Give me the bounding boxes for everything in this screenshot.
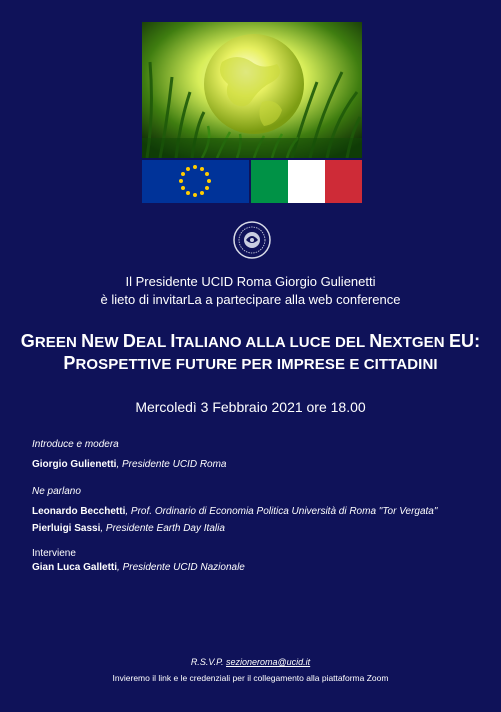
title-part: EXTGEN — [382, 334, 449, 351]
title-part: REEN — [34, 334, 82, 351]
title-initial: G — [20, 331, 35, 351]
intro-line-1: Il Presidente UCID Roma Giorgio Gulienetti — [125, 274, 376, 289]
speaker-entry — [32, 505, 437, 519]
invitation-intro — [0, 273, 501, 309]
speaker-name: Pierluigi Sassi — [32, 523, 101, 534]
guest-label: Interviene — [32, 548, 76, 559]
title-initial: D — [122, 331, 137, 351]
guest-entry — [32, 561, 245, 575]
rsvp-line — [0, 657, 501, 667]
hero-globe-image — [142, 22, 362, 158]
moderator-name: Giorgio Gulienetti — [32, 459, 117, 470]
title-initial: I — [170, 331, 176, 351]
moderator-label: Introduce e modera — [32, 439, 119, 450]
intro-line-2: è lieto di invitarLa a partecipare alla web conference — [100, 292, 401, 307]
rsvp-label: R.S.V.P. — [190, 657, 226, 667]
title-initial: N — [81, 331, 95, 351]
guest-name: Gian Luca Galletti — [32, 562, 118, 573]
title-part: TALIANO ALLA LUCE DEL — [175, 334, 370, 351]
title-initial: P — [63, 353, 76, 373]
speaker-role: , Presidente Earth Day Italia — [100, 523, 225, 534]
title-line-1 — [0, 331, 501, 353]
eu-flag-icon — [142, 160, 249, 203]
event-date: Mercoledì 3 Febbraio 2021 ore 18.00 — [135, 399, 366, 415]
title-initial: EU: — [448, 331, 481, 351]
italy-flag-icon — [251, 160, 362, 203]
guest-section — [32, 547, 245, 575]
rsvp-email-link[interactable]: sezioneroma@ucid.it — [226, 657, 311, 667]
zoom-note: Invieremo il link e le credenziali per il collegamento alla piattaforma Zoom — [112, 673, 389, 683]
title-part: ROSPETTIVE FUTURE PER IMPRESE E CITTADINI — [75, 356, 438, 373]
title-initial: N — [369, 331, 383, 351]
moderator-entry — [32, 458, 227, 472]
moderator-section — [32, 438, 227, 472]
speakers-section — [32, 485, 437, 536]
speaker-name: Leonardo Becchetti — [32, 506, 126, 517]
title-part: EW — [94, 334, 123, 351]
speaker-entry — [32, 522, 437, 536]
globe-grass-illustration — [142, 22, 362, 158]
flags-banner — [142, 160, 362, 203]
guest-role: , Presidente UCID Nazionale — [117, 562, 245, 573]
conference-title — [0, 331, 501, 375]
title-line-2 — [0, 353, 501, 375]
moderator-role: , Presidente UCID Roma — [116, 459, 227, 470]
ucid-seal-logo — [232, 220, 272, 260]
speakers-label: Ne parlano — [32, 486, 81, 497]
title-part: EAL — [136, 334, 171, 351]
speaker-role: , Prof. Ordinario di Economia Politica Università di Roma "Tor Vergata" — [125, 506, 438, 517]
